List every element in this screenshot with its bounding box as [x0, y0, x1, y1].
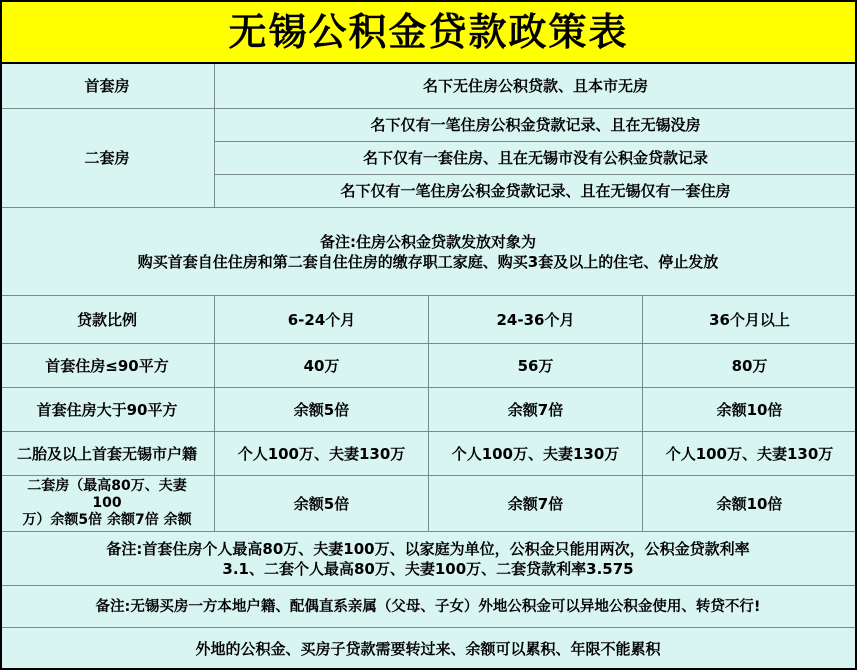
- table-cell: 56万: [429, 344, 643, 388]
- note-eligibility-line-2: 购买首套自住住房和第二套自住住房的缴存职工家庭、购买3套及以上的住宅、停止发放: [137, 252, 719, 271]
- table-cell: 余额10倍: [643, 388, 857, 432]
- note-limits-line-1: 备注:首套住房个人最高80万、夫妻100万、以家庭为单位，公积金只能用两次，公积金贷款利率: [106, 539, 750, 558]
- table-header-ratio: 贷款比例: [0, 296, 215, 344]
- table-header-24-36: 24-36个月: [429, 296, 643, 344]
- table-cell: 80万: [643, 344, 857, 388]
- second-home-condition-2: 名下仅有一套住房、且在无锡市没有公积金贷款记录: [215, 142, 857, 175]
- table-cell: 余额5倍: [215, 388, 429, 432]
- table-cell: 40万: [215, 344, 429, 388]
- row-label-line: 万）余额5倍 余额7倍 余额: [22, 512, 192, 528]
- first-home-label: 首套房: [0, 64, 215, 109]
- note-transfer: 外地的公积金、买房子贷款需要转过来、余额可以累积、年限不能累积: [0, 628, 857, 670]
- second-home-condition-3: 名下仅有一笔住房公积金贷款记录、且在无锡仅有一套住房: [215, 175, 857, 208]
- first-home-desc: 名下无住房公积贷款、且本市无房: [215, 64, 857, 109]
- row-label-line: 100: [92, 495, 122, 511]
- note-eligibility: [0, 208, 857, 296]
- table-cell: 余额7倍: [429, 388, 643, 432]
- table-header-6-24: 6-24个月: [215, 296, 429, 344]
- table-cell: 个人100万、夫妻130万: [215, 432, 429, 476]
- table-cell: 余额10倍: [643, 476, 857, 532]
- note-eligibility-line-1: 备注:住房公积金贷款发放对象为: [319, 232, 536, 251]
- table-cell: 余额5倍: [215, 476, 429, 532]
- row-label-second-child: 二胎及以上首套无锡市户籍: [0, 432, 215, 476]
- page-title: 无锡公积金贷款政策表: [0, 0, 857, 64]
- row-label-line: 二套房（最高80万、夫妻: [27, 478, 187, 494]
- note-limits: [0, 532, 857, 586]
- note-limits-line-2: 3.1、二套个人最高80万、夫妻100万、二套贷款利率3.575: [222, 559, 634, 578]
- second-home-label: 二套房: [0, 109, 215, 208]
- table-header-36-plus: 36个月以上: [643, 296, 857, 344]
- table-cell: 个人100万、夫妻130万: [429, 432, 643, 476]
- second-home-condition-1: 名下仅有一笔住房公积金贷款记录、且在无锡没房: [215, 109, 857, 142]
- table-cell: 个人100万、夫妻130万: [643, 432, 857, 476]
- row-label-first-le-90: 首套住房≤90平方: [0, 344, 215, 388]
- note-offsite-fund: 备注:无锡买房一方本地户籍、配偶直系亲属（父母、子女）外地公积金可以异地公积金使用、转贷不行!: [0, 586, 857, 628]
- row-label-first-gt-90: 首套住房大于90平方: [0, 388, 215, 432]
- table-cell: 余额7倍: [429, 476, 643, 532]
- row-label-second-home: [0, 476, 215, 532]
